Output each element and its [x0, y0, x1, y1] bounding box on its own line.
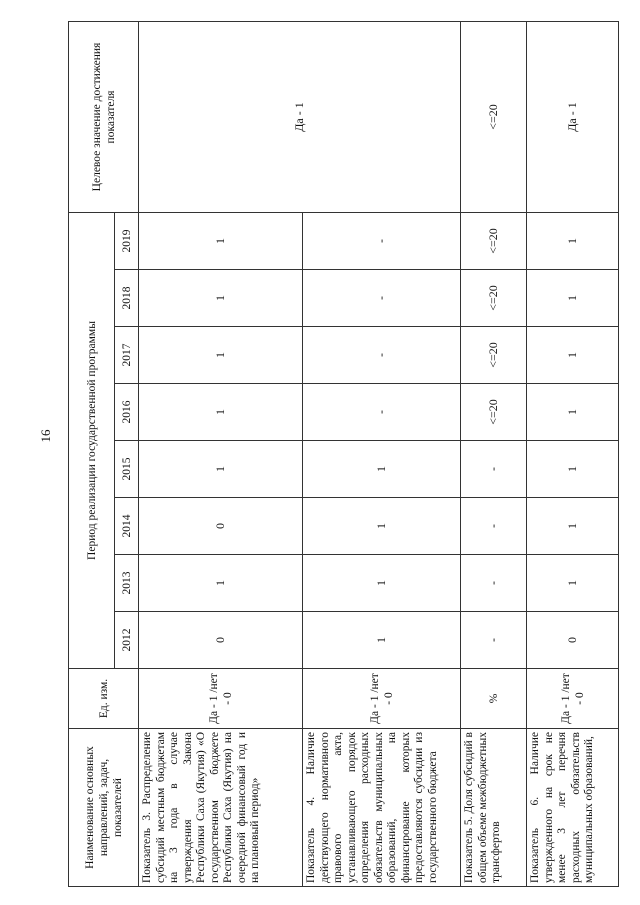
- unit-cell: Да - 1 /нет - 0: [139, 669, 303, 729]
- value-cell: 1: [527, 498, 619, 555]
- year-2018: 2018: [115, 270, 139, 327]
- unit-cell: Да - 1 /нет - 0: [303, 669, 461, 729]
- unit-cell: Да - 1 /нет - 0: [527, 669, 619, 729]
- value-cell: <=20: [461, 327, 527, 384]
- value-cell: <=20: [461, 270, 527, 327]
- value-cell: 1: [303, 555, 461, 612]
- value-cell: 0: [527, 612, 619, 669]
- value-cell: 0: [139, 498, 303, 555]
- header-period: Период реализации государственной программы: [69, 212, 115, 668]
- header-target: Целевое значение достижения показателя: [69, 21, 139, 212]
- value-cell: 0: [139, 612, 303, 669]
- page-number: 16: [38, 429, 53, 443]
- rotated-table-sheet: [68, 22, 618, 887]
- value-cell: 1: [139, 270, 303, 327]
- value-cell: -: [461, 498, 527, 555]
- value-cell: -: [303, 327, 461, 384]
- year-2015: 2015: [115, 441, 139, 498]
- indicator-name: Показатель 4. Наличие действующего нормативного правового акта, устанавливающего порядок определения расходных обязательств муниципальных образований, на финансирование которых предоставляются субсидии из государственного бюджета: [303, 729, 461, 887]
- header-unit: Ед. изм.: [69, 669, 139, 729]
- indicator-name: Показатель 6. Наличие утвержденного на срок не менее 3 лет перечня расходных обязательств муниципальных образований,: [527, 729, 619, 887]
- unit-cell: %: [461, 669, 527, 729]
- value-cell: 1: [527, 441, 619, 498]
- indicator-name: Показатель 3. Распределение субсидий местным бюджетам на 3 года в случае утверждения Закона Республики Саха (Якутия) «О государственном бюджете Республики Саха (Якутия) на очередной финансовый год и на плановый период»: [139, 729, 303, 887]
- year-2016: 2016: [115, 384, 139, 441]
- value-cell: -: [461, 555, 527, 612]
- table-row: [461, 21, 527, 886]
- target-cell: Да - 1: [139, 21, 461, 212]
- target-cell: Да - 1: [527, 21, 619, 212]
- value-cell: 1: [303, 612, 461, 669]
- year-2019: 2019: [115, 212, 139, 269]
- indicator-table: [68, 21, 619, 887]
- year-2014: 2014: [115, 498, 139, 555]
- value-cell: 1: [139, 212, 303, 269]
- year-2017: 2017: [115, 327, 139, 384]
- table-row: [527, 21, 619, 886]
- value-cell: <=20: [461, 212, 527, 269]
- value-cell: 1: [139, 384, 303, 441]
- value-cell: 1: [139, 441, 303, 498]
- value-cell: <=20: [461, 384, 527, 441]
- value-cell: 1: [527, 384, 619, 441]
- value-cell: 1: [139, 555, 303, 612]
- value-cell: -: [303, 384, 461, 441]
- value-cell: -: [461, 441, 527, 498]
- year-2013: 2013: [115, 555, 139, 612]
- value-cell: -: [461, 612, 527, 669]
- target-cell: <=20: [461, 21, 527, 212]
- value-cell: 1: [527, 212, 619, 269]
- header-row-1: [69, 21, 115, 886]
- value-cell: 1: [139, 327, 303, 384]
- table-row: [139, 21, 303, 886]
- value-cell: 1: [527, 555, 619, 612]
- value-cell: 1: [303, 498, 461, 555]
- value-cell: -: [303, 212, 461, 269]
- value-cell: 1: [303, 441, 461, 498]
- indicator-name: Показатель 5. Доля субсидий в общем объеме межбюджетных трансфертов: [461, 729, 527, 887]
- value-cell: -: [303, 270, 461, 327]
- value-cell: 1: [527, 270, 619, 327]
- header-name: Наименование основных направлений, задач, показателей: [69, 729, 139, 887]
- value-cell: 1: [527, 327, 619, 384]
- year-2012: 2012: [115, 612, 139, 669]
